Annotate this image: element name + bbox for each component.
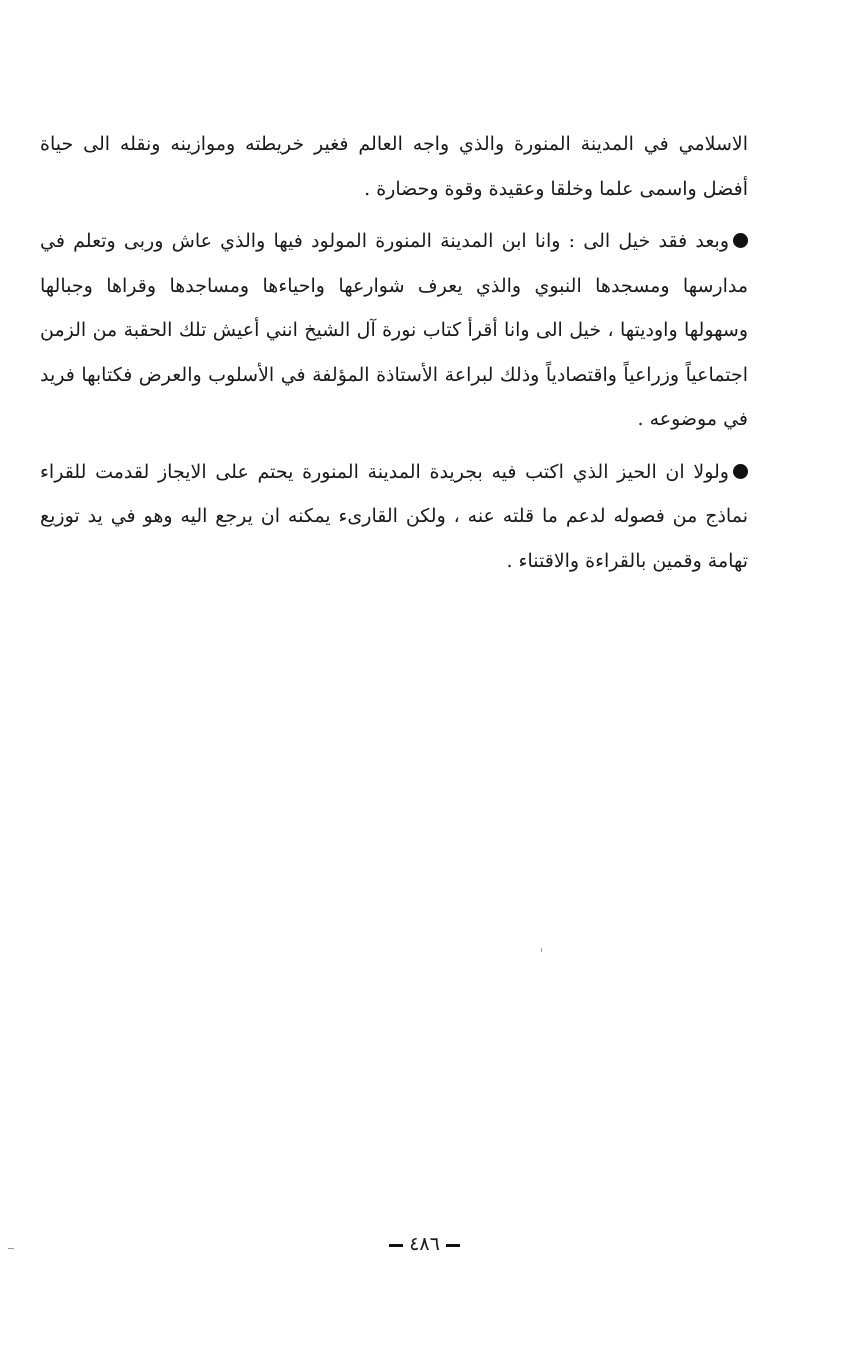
scan-speck	[541, 948, 542, 952]
dash-icon	[389, 1244, 403, 1247]
paragraph-3-text: ولولا ان الحيز الذي اكتب فيه بجريدة المدينة المنورة يحتم على الايجاز لقدمت للقراء نماذج من فصوله لدعم ما قلته عنه ، ولكن القارىء يمكنه ان يرجع اليه وهو في يد توزيع تهامة وقمين بالقراءة والاقتناء .	[40, 460, 748, 572]
bullet-icon	[733, 233, 748, 248]
body-text	[40, 122, 748, 583]
page-number-text: ٤٨٦	[409, 1233, 440, 1255]
dash-icon	[446, 1244, 460, 1247]
paragraph-3	[40, 450, 748, 584]
paragraph-1-text: الاسلامي في المدينة المنورة والذي واجه العالم فغير خريطته وموازينه ونقله الى حياة أفضل واسمى علما وخلقا وعقيدة وقوة وحضارة .	[40, 133, 748, 200]
paragraph-2-text: وبعد فقد خيل الى : وانا ابن المدينة المنورة المولود فيها والذي عاش وربى وتعلم في مدارسها ومسجدها النبوي والذي يعرف شوارعها واحياءها ومساجدها وقراها وجبالها وسهولها واوديتها ، خيل الى وانا أقرأ كتاب نورة آل الشيخ انني أعيش تلك الحقبة من الزمن اجتماعياً وزراعياً واقتصادياً وذلك لبراعة الأستاذة المؤلفة في الأسلوب والعرض فكتابها فريد في موضوعه .	[40, 230, 748, 430]
paragraph-1	[40, 122, 748, 211]
bullet-icon	[733, 464, 748, 479]
paragraph-2	[40, 219, 748, 442]
page-number	[0, 1233, 849, 1255]
scan-speck	[8, 1248, 14, 1249]
